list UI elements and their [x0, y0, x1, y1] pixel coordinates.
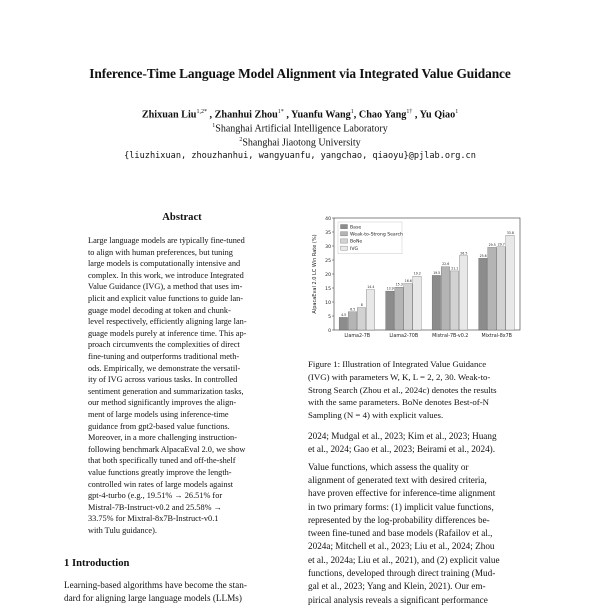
bar-value-label: 26.5: [460, 251, 468, 256]
column2-line: et al., 2024; Gao et al., 2023; Beirami et al., 2024).: [308, 444, 496, 455]
intro-line: Learning-based algorithms have become the stan-: [64, 580, 247, 590]
affiliation-text: Shanghai Jiaotong University: [242, 137, 361, 149]
bar-value-label: 19.2: [413, 271, 421, 276]
y-tick-label: 10: [325, 300, 331, 306]
bar-value-label: 6.5: [350, 307, 356, 312]
abstract-line: Moreover, in a more challenging instruction-: [88, 433, 237, 443]
legend-swatch: [341, 225, 348, 229]
y-tick-label: 5: [328, 314, 331, 320]
bar-value-label: 14.4: [367, 285, 375, 290]
legend-swatch: [341, 239, 348, 243]
column2-line: have proven effective for inference-time alignment: [308, 488, 496, 499]
bar: [348, 312, 356, 330]
author-sup: 1*: [277, 109, 284, 115]
caption-line: with the same parameters. BoNe denotes Best-of-N: [308, 397, 490, 408]
bar: [506, 235, 514, 330]
bar: [386, 291, 394, 330]
bar: [366, 290, 374, 330]
column2-line: 2024; Mudgal et al., 2023; Kim et al., 2023; Huang: [308, 431, 497, 441]
bar-value-label: 33.8: [506, 230, 514, 235]
abstract-line: level respectively, efficiently aligning large lan-: [88, 317, 247, 327]
author-sup: 1,2*: [196, 109, 207, 115]
author-sup: 1: [455, 109, 459, 115]
bar: [339, 317, 347, 330]
author-sup: 1†: [406, 109, 413, 115]
bar-value-label: 19.5: [433, 270, 441, 275]
intro-heading: 1 Introduction: [64, 558, 130, 569]
abstract-line: guidance from gpt2-based value functions.: [88, 421, 230, 431]
abstract-line: controlled win rates of large models against: [88, 479, 234, 489]
author-name: Yuanfu Wang: [291, 109, 351, 121]
legend-label: BoNe: [350, 239, 363, 245]
column2-line: et al., 2024a; Liu et al., 2021), and (2) explicit value: [308, 554, 500, 565]
caption-line: Strong Search (Zhou et al., 2024c) denotes the results: [308, 384, 497, 395]
bar: [413, 276, 421, 330]
abstract-line: gpt-4-turbo (e.g., 19.51% → 26.51% for: [88, 491, 223, 501]
column2-line: functions, developed through direct training (Mud-: [308, 568, 496, 578]
x-tick-label: Llama2-7B: [344, 334, 371, 339]
bar-value-label: 29.7: [497, 242, 505, 247]
affiliation-sup: 1: [212, 123, 216, 129]
affiliation-sup: 2: [239, 137, 243, 143]
bar-value-label: 8: [360, 303, 363, 308]
bar-value-label: 21.1: [451, 266, 459, 271]
bar: [497, 247, 505, 330]
abstract-line: value functions greatly improve the length-: [88, 468, 232, 477]
abstract-line: proach circumvents the complexities of direct: [88, 340, 240, 350]
abstract-line: large models is computationally intensive and: [88, 259, 241, 269]
bar: [357, 308, 365, 330]
abstract-line: ity of IVG across various tasks. In controlled: [88, 375, 238, 385]
paper-title: Inference-Time Language Model Alignment via Integrated Value Guidance: [89, 66, 511, 81]
author-name: Zhanhui Zhou: [214, 109, 278, 121]
author-sup: 1: [350, 109, 354, 115]
abstract-line: Mistral-7B-Instruct-v0.2 and 25.58% →: [88, 502, 222, 512]
y-tick-label: 15: [325, 286, 331, 292]
legend-label: IVG: [350, 246, 359, 252]
bar: [450, 271, 458, 330]
legend-label: Weak-to-Strong Search: [350, 232, 403, 238]
bar-value-label: 4.5: [341, 312, 347, 317]
column2-line: gal et al., 2023; Yang and Klein, 2021). Our em-: [308, 581, 486, 592]
abstract-line: to align with human preferences, but tuning: [88, 247, 233, 257]
author-name: Yu Qiao: [419, 109, 456, 121]
bar-value-label: 25.6: [479, 253, 487, 258]
legend-swatch: [341, 232, 348, 236]
x-tick-label: Mistral-7B-v0.2: [432, 334, 469, 339]
abstract-line: 33.75% for Mixtral-8x7B-Instruct-v0.1: [88, 514, 219, 524]
column2-line: 2024a; Mitchell et al., 2023; Liu et al., 2024; Zhou: [308, 541, 495, 552]
abstract-heading: Abstract: [162, 212, 202, 223]
author-list: Zhixuan Liu$^{1,2*}$ , Zhanhui Zhou$^{1*}$ , Yuanfu Wang$^1$, Chao Yang$^{1\dagger}$ , Yu Qiao$^1$: [141, 109, 459, 121]
y-tick-label: 20: [325, 272, 331, 278]
abstract-line: fine-tuning and outperforms traditional meth-: [88, 352, 240, 361]
y-tick-label: 0: [328, 328, 331, 334]
column2-line: alignment of generated text with desired criteria,: [308, 474, 487, 485]
author-name: Zhixuan Liu: [141, 109, 197, 121]
bar: [441, 267, 449, 330]
abstract-line: plicit and explicit value functions to guide lan-: [88, 294, 244, 303]
abstract-line: Large language models are typically fine-tuned: [88, 236, 245, 245]
abstract-line: our method significantly improves the align-: [88, 398, 237, 408]
y-tick-label: 30: [325, 244, 331, 250]
abstract-line: with Tulu guidance).: [88, 526, 157, 535]
affiliation-text: Shanghai Artificial Intelligence Laboratory: [215, 123, 388, 135]
bar: [395, 287, 403, 330]
bar: [488, 247, 496, 330]
abstract-line: that both specifically tuned and off-the-shelf: [88, 456, 236, 466]
caption-line: Sampling (N = 4) with explicit values.: [308, 410, 444, 421]
affiliation: [0, 123, 600, 134]
abstract-line: guage models purely at inference time. This ap-: [88, 328, 247, 338]
column2-line: tween fine-tuned and base models (Rafailov et al.,: [308, 528, 493, 539]
bar: [432, 275, 440, 330]
bar: [479, 258, 487, 330]
y-tick-label: 25: [325, 258, 331, 264]
abstract-line: following benchmark AlpacaEval 2.0, we show: [88, 444, 246, 454]
caption-line: Figure 1: Illustration of Integrated Value Guidance: [308, 359, 487, 369]
intro-line: dard for aligning large language models (LLMs): [64, 593, 242, 603]
author-emails: {liuzhixuan, zhouzhanhui, wangyuanfu, yangchao, qiaoyu}@pjlab.org.cn: [124, 151, 476, 161]
abstract-line: sentiment generation and summarization tasks,: [88, 386, 244, 396]
abstract-line: ods. Empirically, we demonstrate the versatil-: [88, 363, 241, 373]
bar-value-label: 22.6: [442, 262, 450, 267]
column2-line: Value functions, which assess the quality or: [308, 461, 469, 472]
y-axis-label: AlpacaEval 2.0 LC Win Rate (%): [312, 234, 318, 314]
column2-line: pirical analysis reveals a significant performance: [308, 594, 488, 605]
abstract-line: ment of large models using inference-time: [88, 410, 229, 419]
bar: [404, 284, 412, 330]
column2-line: in two primary forms: (1) implicit value functions,: [308, 501, 494, 512]
bar-value-label: 16.6: [404, 279, 412, 284]
y-tick-label: 40: [325, 216, 331, 222]
bar-value-label: 29.5: [488, 242, 496, 247]
column2-line: represented by the log-probability differences be-: [308, 514, 490, 525]
x-tick-label: Llama2-70B: [389, 334, 419, 339]
abstract-line: Value Guidance (IVG), a method that uses im-: [88, 282, 243, 292]
author-name: Chao Yang: [358, 109, 407, 121]
bar-value-label: 13.9: [386, 286, 394, 291]
bar: [459, 256, 467, 330]
win-rate-bar-chart: [306, 210, 526, 350]
abstract-line: guage model decoding at token and chunk-: [88, 305, 231, 315]
bar-value-label: 15.3: [395, 282, 403, 287]
legend-swatch: [341, 246, 348, 250]
abstract-line: complex. In this work, we introduce Integrated: [88, 270, 244, 280]
y-tick-label: 35: [325, 230, 331, 236]
x-tick-label: Mixtral-8x7B: [481, 334, 512, 339]
caption-line: (IVG) with parameters W, K, L = 2, 2, 30. Weak-to-: [308, 371, 491, 382]
legend-label: Base: [350, 225, 362, 231]
affiliation: [0, 137, 600, 148]
